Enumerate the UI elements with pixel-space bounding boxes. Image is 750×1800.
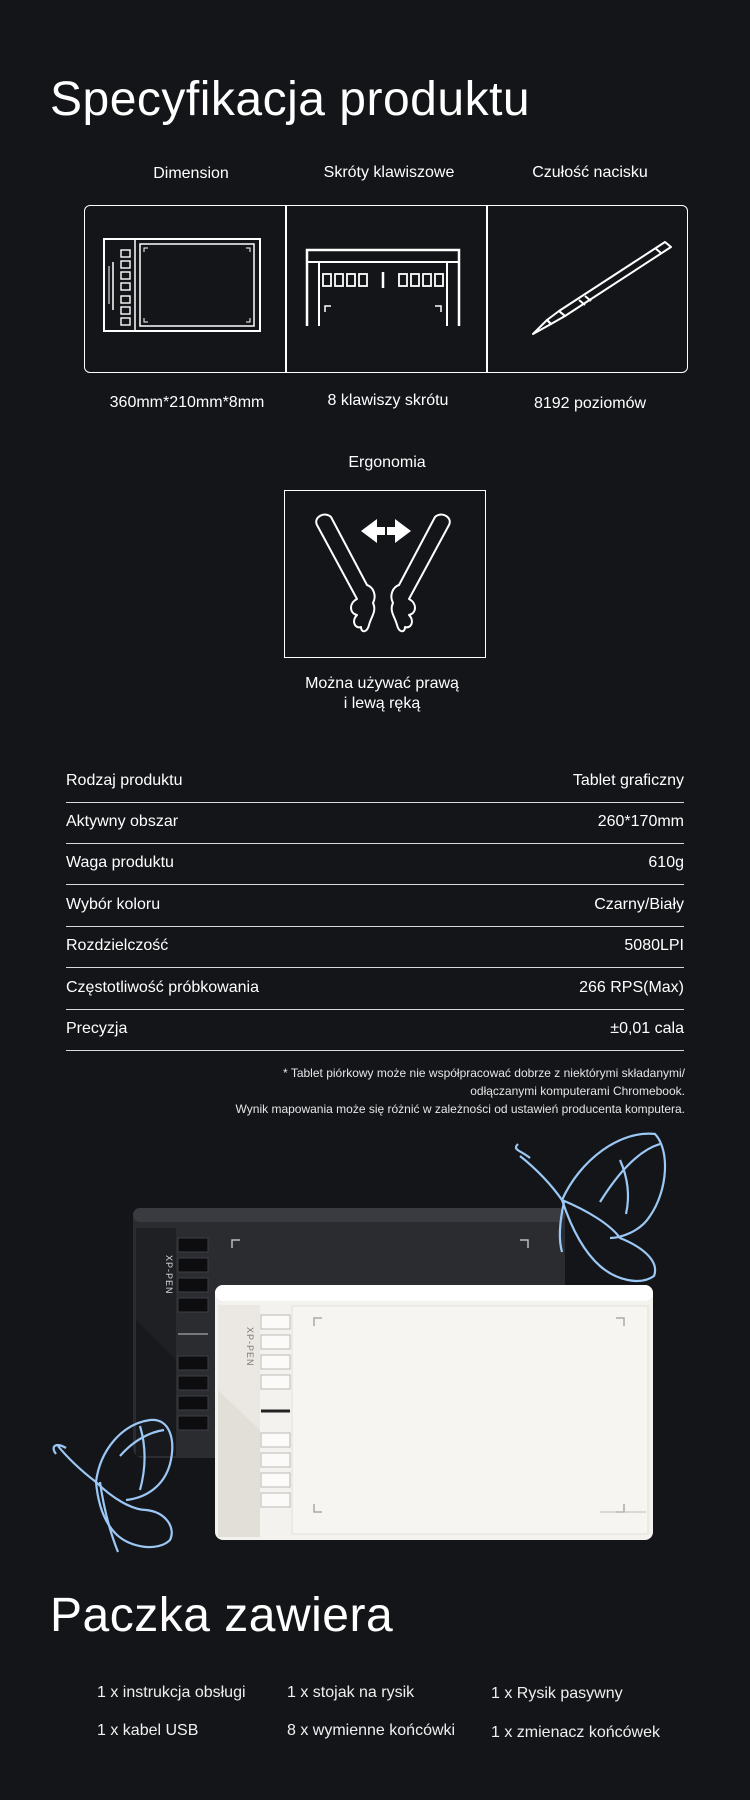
feature-label-dimension: Dimension <box>153 165 229 182</box>
spec-value: 5080LPI <box>624 937 684 954</box>
ergonomia-label: Ergonomia <box>348 454 426 471</box>
package-item: 1 x instrukcja obsługi <box>97 1684 246 1701</box>
feature-value-shortcuts: 8 klawiszy skrótu <box>327 392 449 409</box>
feature-label-pressure: Czułość nacisku <box>532 164 648 181</box>
feature-value-pressure: 8192 poziomów <box>533 395 647 412</box>
spec-row-product-type <box>66 762 684 803</box>
ergonomia-value <box>282 674 482 714</box>
package-item: 1 x zmienacz końcówek <box>491 1724 660 1741</box>
spec-row-weight <box>66 844 684 885</box>
spec-row-precision <box>66 1010 684 1051</box>
feature-value-dimension: 360mm*210mm*8mm <box>109 394 265 411</box>
brand-logo-white: XP-PEN <box>245 1327 255 1367</box>
ergonomia-box <box>284 490 486 658</box>
spec-value: ±0,01 cala <box>610 1020 684 1037</box>
ergonomia-value-line2: i lewą ręką <box>343 695 421 712</box>
package-item: 1 x Rysik pasywny <box>491 1685 623 1702</box>
spec-key: Waga produktu <box>66 854 174 871</box>
package-title: Paczka zawiera <box>50 1589 394 1642</box>
note-line: odłączanymi komputerami Chromebook. <box>470 1084 685 1098</box>
product-image <box>0 1120 750 1600</box>
spec-row-color <box>66 886 684 927</box>
brand-logo-black: XP-PEN <box>164 1255 174 1295</box>
spec-value: 610g <box>648 854 684 871</box>
spec-value: Czarny/Biały <box>594 896 684 913</box>
spec-key: Rozdzielczość <box>66 937 169 954</box>
feature-divider <box>486 206 488 372</box>
ergonomia-value-line1: Można używać prawą <box>305 675 459 692</box>
feature-boxes <box>84 205 688 373</box>
spec-row-active-area <box>66 803 684 844</box>
note-line: Wynik mapowania może się różnić w zależności od ustawień producenta komputera. <box>235 1102 685 1116</box>
feature-divider <box>285 206 287 372</box>
spec-key: Wybór koloru <box>66 896 161 913</box>
spec-value: Tablet graficzny <box>572 772 684 789</box>
stylus-pen-icon <box>525 238 675 338</box>
white-tablet <box>215 1285 653 1540</box>
spec-value: 260*170mm <box>597 813 684 830</box>
package-item: 1 x kabel USB <box>97 1722 199 1739</box>
package-item: 1 x stojak na rysik <box>287 1684 415 1701</box>
shortcut-keys-icon <box>303 248 467 328</box>
package-item: 8 x wymienne końcówki <box>287 1722 456 1739</box>
compatibility-note <box>125 1064 685 1118</box>
spec-title: Specyfikacja produktu <box>50 73 531 126</box>
spec-key: Częstotliwość próbkowania <box>66 979 259 996</box>
spec-key: Aktywny obszar <box>66 813 179 830</box>
spec-key: Rodzaj produktu <box>66 772 183 789</box>
spec-row-resolution <box>66 927 684 968</box>
note-line: * Tablet piórkowy może nie współpracować dobrze z niektórymi składanymi/ <box>283 1066 685 1080</box>
spec-row-sampling <box>66 969 684 1010</box>
tablet-outline-icon <box>103 238 265 338</box>
spec-key: Precyzja <box>66 1020 128 1037</box>
spec-value: 266 RPS(Max) <box>579 979 684 996</box>
hands-swap-icon <box>311 511 461 639</box>
feature-label-shortcuts: Skróty klawiszowe <box>323 164 455 181</box>
